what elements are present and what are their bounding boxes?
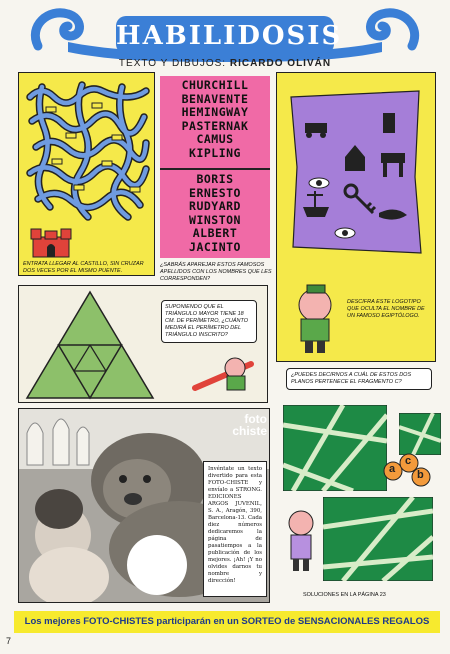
firstname-list (160, 170, 270, 254)
firstname-item: RUDYARD (189, 199, 241, 213)
character-thinking-icon (283, 283, 343, 355)
plan-a-map (283, 405, 387, 491)
credits-line (60, 58, 390, 69)
maze-drawing (22, 77, 152, 237)
fotochiste-panel (18, 408, 270, 603)
fotochiste-title-line2: chiste (232, 424, 267, 438)
plans-panel (281, 405, 441, 602)
surname-list (160, 76, 270, 160)
maze-caption: ENTRATA LLEGAR AL CASTILLO, SIN CRUZAR DOS VECES POR EL MISMO PUENTE. (23, 261, 144, 274)
names-panel (160, 76, 270, 261)
firstname-item: JACINTO (189, 239, 241, 254)
triangle-caption: SUPONIENDO QUE EL TRIÁNGULO MAYOR TIENE 18 CM. DE PERÍMETRO, ¿CUÁNTO MEDIRÁ EL PERÍMETRO DEL TRIÁNGULO INSCRITO? (161, 300, 257, 343)
firstname-item: ERNESTO (189, 185, 241, 200)
fragment-caption: ¿PUEDES DECIRNOS A CUÁL DE ESTOS DOS PLANOS PERTENECE EL FRAGMENTO C? (286, 368, 432, 390)
surnames-box (160, 76, 270, 168)
firstname-item: WINSTON (189, 212, 241, 227)
rebus-scroll-drawing (285, 87, 425, 257)
surname-item: KIPLING (189, 145, 241, 160)
character-pointing-icon (281, 509, 321, 573)
firstname-item: BORIS (196, 172, 234, 186)
triangle-drawing (23, 288, 158, 402)
fotochiste-instructions: Invéntate un texto divertido para esta FOTO-CHISTE y envíalo a STRONG. EDICIONES ARGOS JUVENIL, S. A., Aragón, 390, Barcelona-13. Cada diez números dedicaremos la página de pasatiempos a la publicación de los mejores. ¡Ah! ¡Y no olvides darnos tu nombre y dirección! (203, 461, 267, 597)
option-label-a: a (389, 463, 396, 475)
option-label-b: b (417, 469, 424, 481)
triangle-panel (18, 285, 268, 403)
firstname-item: ALBERT (192, 226, 238, 240)
names-caption: ¿SABRÁS APAREJAR ESTOS FAMOSOS APELLIDOS CON LOS NOMBRES QUE LES CORRESPONDEN? (160, 262, 272, 282)
truck-icon (305, 123, 327, 133)
firstnames-box (160, 168, 270, 258)
page-number: 7 (6, 636, 12, 646)
promo-banner: Los mejores FOTO-CHISTES participarán en un SORTEO de SENSACIONALES REGALOS (14, 611, 440, 633)
surname-item: CAMUS (196, 132, 234, 146)
surname-item: CHURCHILL (181, 78, 249, 92)
plan-b-map (323, 497, 433, 581)
solutions-note: SOLUCIONES EN LA PÁGINA 23 (303, 592, 386, 598)
fragment-c-map (399, 413, 441, 455)
surname-item: BENAVENTE (181, 91, 249, 106)
surname-item: PASTERNAK (181, 118, 249, 133)
credits-prefix: TEXTO Y DIBUJOS: (118, 58, 227, 69)
maze-panel (18, 72, 155, 276)
option-label-c: c (405, 455, 412, 467)
page-title: HABILIDOSIS (116, 21, 343, 51)
credits-author: RICARDO OLIVÁN (229, 58, 332, 69)
castle-icon (29, 225, 73, 259)
character-pencil-icon (191, 352, 261, 396)
rebus-caption: DESCIFRA ESTE LOGOTIPO QUE OCULTA EL NOMBRE DE UN FAMOSO EGIPTÓLOGO. (347, 299, 425, 319)
rebus-panel (276, 72, 436, 362)
fotochiste-title (209, 413, 267, 437)
surname-item: HEMINGWAY (181, 105, 249, 119)
fotochiste-title-line1: foto (244, 412, 267, 426)
header-banner (28, 6, 422, 62)
